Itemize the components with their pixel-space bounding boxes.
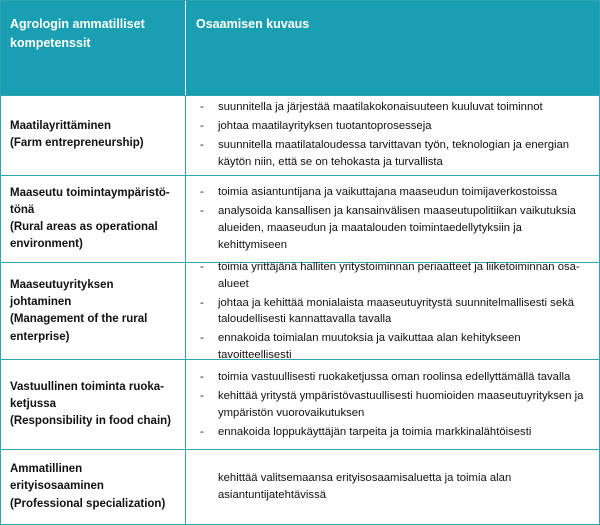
competency-name-line: environment) xyxy=(10,238,83,251)
competency-name-cell xyxy=(1,450,186,524)
competency-name-cell xyxy=(1,263,186,359)
list-item xyxy=(196,330,591,364)
bullet-dash-icon: - xyxy=(200,139,204,152)
bullet-dash-icon: - xyxy=(200,370,204,383)
competency-name-line: (Farm entrepreneurship) xyxy=(10,137,144,150)
competency-description-cell xyxy=(186,360,599,449)
list-item xyxy=(196,424,591,441)
bullet-dash-icon: - xyxy=(200,389,204,402)
list-item-text: ennakoida toimialan muutoksia ja vaikuttaa alan kehitykseen tavoitteellisesti xyxy=(218,332,521,362)
list-item-text: ennakoida loppukäyttäjän tarpeita ja toimia markkinalähtöisesti xyxy=(218,425,532,438)
list-item xyxy=(196,369,591,386)
list-item xyxy=(196,295,591,329)
bullet-dash-icon: - xyxy=(200,296,204,309)
competency-name-cell xyxy=(1,360,186,449)
competency-name-line: Maaseutu toimintaympäristö- xyxy=(10,186,170,199)
bullet-dash-icon: - xyxy=(200,186,204,199)
header-right-label: Osaamisen kuvaus xyxy=(196,17,310,31)
competency-name-line: tönä xyxy=(10,203,35,216)
bullet-dash-icon: - xyxy=(200,260,204,273)
list-item xyxy=(196,118,591,135)
table-row xyxy=(1,260,599,362)
description-bullet-list xyxy=(196,259,591,365)
bullet-dash-icon: - xyxy=(200,120,204,133)
description-text: kehittää valitsemaansa erityisosaamisaluetta ja toimia alan asiantuntijatehtävissä xyxy=(218,472,512,502)
competency-description-cell xyxy=(186,260,599,362)
list-item-text: analysoida kansallisen ja kansainvälisen maaseutupolitiikan vaikutuksia alueiden, maaseudun ja maatalouden toimintaedellytyksiin ja kehittymiseen xyxy=(218,205,576,252)
bullet-dash-icon: - xyxy=(200,425,204,438)
table-row xyxy=(1,360,599,450)
header-left-label: Agrologin ammatilliset kompetenssit xyxy=(10,17,145,51)
list-item-text: suunnitella ja järjestää maatilakokonaisuuteen kuuluvat toiminnot xyxy=(218,101,543,114)
list-item xyxy=(196,99,591,116)
competency-name-line: ketjussa xyxy=(10,398,57,411)
list-item-text: suunnitella maatilataloudessa tarvittavan työn, teknologian ja energian käytön niin, että se on tehokasta ja turvallista xyxy=(218,139,570,169)
competency-description-cell xyxy=(186,176,599,263)
competency-name-line: (Responsibility in food chain) xyxy=(10,415,171,428)
competency-name-line: erityisosaaminen xyxy=(10,480,104,493)
bullet-dash-icon: - xyxy=(200,205,204,218)
header-cell-left xyxy=(1,1,186,95)
competency-name-line: johtaminen xyxy=(10,296,72,309)
list-item xyxy=(196,184,591,201)
competency-name-line: (Rural areas as operational xyxy=(10,221,158,234)
competency-description-cell xyxy=(186,450,599,524)
list-item-text: toimia vastuullisesti ruokaketjussa oman roolinsa edellyttämällä tavalla xyxy=(218,370,571,383)
bullet-dash-icon: - xyxy=(200,332,204,345)
competency-name-line: Ammatillinen xyxy=(10,463,83,476)
list-item-text: kehittää yritystä ympäristövastuullisesti huomioiden maaseutuyrityksen ja ympäristön vuorovaikutuksen xyxy=(218,389,584,419)
list-item-text: johtaa ja kehittää monialaista maaseutuyritystä suunnitelmallisesti sekä taloudellisesti kannattavalla tavalla xyxy=(218,296,575,326)
description-bullet-list xyxy=(196,369,591,441)
table-row xyxy=(1,450,599,524)
competency-description-cell xyxy=(186,96,599,175)
competency-name-line: Vastuullinen toiminta ruoka- xyxy=(10,380,164,393)
header-cell-right xyxy=(186,1,599,95)
competency-name-line: (Professional specialization) xyxy=(10,497,166,510)
competency-name-cell xyxy=(1,176,186,263)
description-bullet-list xyxy=(196,184,591,254)
bullet-dash-icon: - xyxy=(200,101,204,114)
list-item-text: johtaa maatilayrityksen tuotantoprosesseja xyxy=(218,120,432,133)
list-item-text: toimia asiantuntijana ja vaikuttajana maaseudun toimijaverkostoissa xyxy=(218,186,558,199)
competency-name-line: (Management of the rural xyxy=(10,313,148,326)
competency-name-line: enterprise) xyxy=(10,330,70,343)
list-item xyxy=(196,137,591,171)
competency-name-cell xyxy=(1,96,186,175)
competency-name-line: Maatilayrittäminen xyxy=(10,119,111,132)
list-item xyxy=(196,259,591,293)
list-item xyxy=(196,388,591,422)
table-row xyxy=(1,96,599,176)
list-item-text: toimia yrittäjänä halliten yritystoiminnan periaatteet ja liiketoiminnan osa-alueet xyxy=(218,260,580,290)
competency-name-line: Maaseutuyrityksen xyxy=(10,278,114,291)
table-row xyxy=(1,176,599,264)
list-item xyxy=(196,203,591,254)
table-header-row xyxy=(1,1,599,96)
description-bullet-list xyxy=(196,99,591,171)
